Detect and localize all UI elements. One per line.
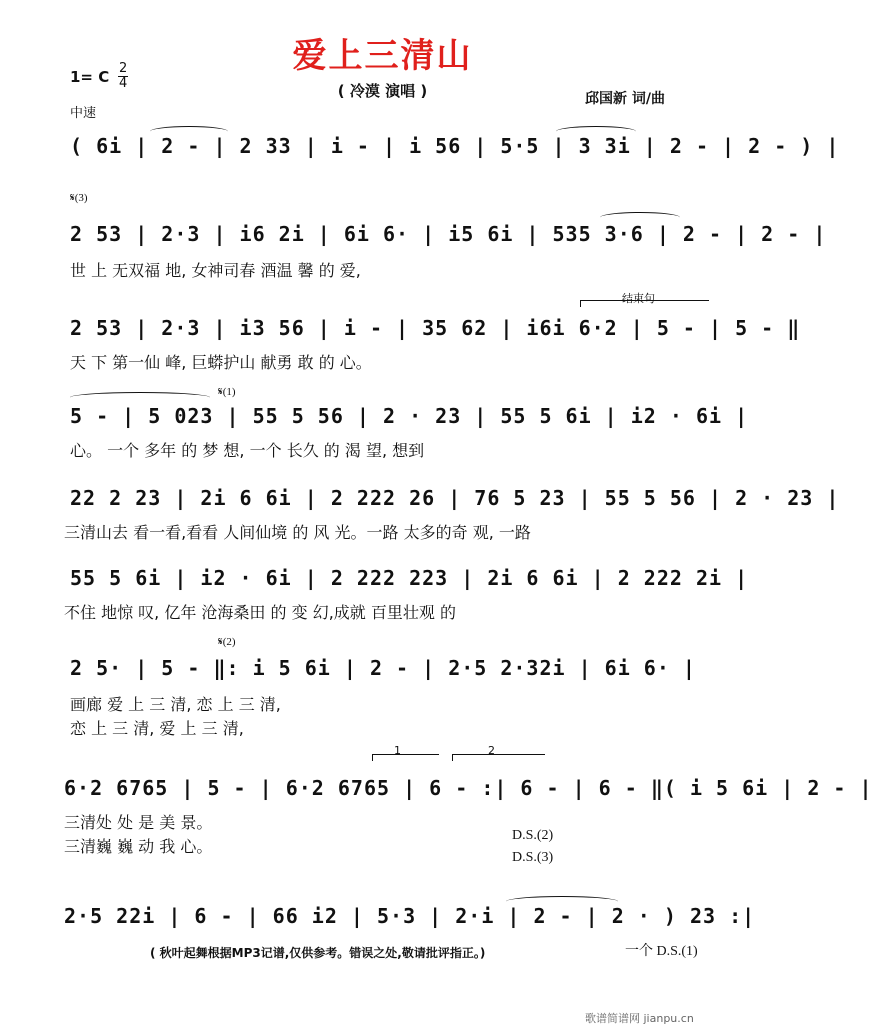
notation-line-7: 2 5· | 5 - ‖: i 5 6i | 2 - | 2·5 2·32i | 6i 6· | bbox=[70, 656, 696, 680]
lyric-line-7: 画廊 爱 上 三 清, 恋 上 三 清, bbox=[70, 695, 281, 714]
volta-2-label: 2 bbox=[488, 744, 495, 757]
lyric-line-4: 心。 一个 多年 的 梦 想, 一个 长久 的 渴 望, 想到 bbox=[70, 441, 425, 460]
segno-mark: 𝄋(2) bbox=[218, 636, 236, 648]
volta-1-label: 1 bbox=[394, 744, 401, 757]
time-signature bbox=[118, 62, 128, 91]
notation-line-3: 2 53 | 2·3 | i3 56 | i - | 35 62 | i6i 6·2 | 5 - | 5 - ‖ bbox=[70, 316, 801, 340]
song-title: 爱上三清山 bbox=[292, 36, 473, 76]
volta-2-bracket bbox=[452, 754, 545, 761]
singer-credit: ( 冷漠 演唱 ) bbox=[337, 82, 428, 100]
lyric-line-7b: 恋 上 三 清, 爱 上 三 清, bbox=[70, 719, 244, 738]
slur-mark bbox=[600, 212, 680, 223]
notation-line-4: 5 - | 5 023 | 55 5 56 | 2 · 23 | 55 5 6i | i2 · 6i | bbox=[70, 404, 749, 428]
lyric-line-8b: 三清巍 巍 动 我 心。 bbox=[64, 837, 213, 856]
slur-mark bbox=[506, 896, 618, 907]
ds-2-mark: D.S.(2) bbox=[512, 828, 554, 843]
notation-line-6: 55 5 6i | i2 · 6i | 2 222 223 | 2i 6 6i | 2 222 2i | bbox=[70, 566, 749, 590]
lyric-line-8: 三清处 处 是 美 景。 bbox=[64, 813, 213, 832]
footnote: ( 秋叶起舞根据MP3记谱,仅供参考。错误之处,敬请批评指正。) bbox=[150, 946, 486, 960]
lyric-line-2: 世 上 无双福 地, 女神司春 酒温 馨 的 爱, bbox=[70, 261, 361, 280]
author-credit: 邱国新 词/曲 bbox=[585, 91, 665, 107]
lyric-line-5: 三清山去 看一看,看看 人间仙境 的 风 光。一路 太多的奇 观, 一路 bbox=[64, 523, 531, 542]
notation-line-8: 6·2 6765 | 5 - | 6·2 6765 | 6 - :| 6 - | 6 - ‖( i 5 6i | 2 - | bbox=[64, 776, 873, 800]
time-signature-top: 2 bbox=[119, 61, 128, 76]
notation-line-2: 2 53 | 2·3 | i6 2i | 6i 6· | i5 6i | 535 3·6 | 2 - | 2 - | bbox=[70, 222, 827, 246]
slur-mark bbox=[150, 126, 228, 137]
ds-3-mark: D.S.(3) bbox=[512, 850, 554, 865]
ds-1-mark: 一个 D.S.(1) bbox=[625, 944, 698, 959]
slur-mark bbox=[70, 392, 210, 403]
watermark: 歌谱简谱网 jianpu.cn bbox=[585, 1012, 694, 1025]
key-signature: 1= C bbox=[70, 68, 110, 86]
lyric-line-3: 天 下 第一仙 峰, 巨蟒护山 献勇 敢 的 心。 bbox=[70, 353, 372, 372]
volta-1-bracket bbox=[372, 754, 439, 761]
notation-line-9: 2·5 22i | 6 - | 66 i2 | 5·3 | 2·i | 2 - | 2 · ) 23 :| bbox=[64, 904, 756, 928]
segno-mark: 𝄋(1) bbox=[218, 386, 236, 398]
segno-mark: 𝄋(3) bbox=[70, 192, 88, 204]
lyric-line-6: 不住 地惊 叹, 亿年 沧海桑田 的 变 幻,成就 百里壮观 的 bbox=[64, 603, 456, 622]
time-signature-bottom: 4 bbox=[119, 76, 128, 91]
slur-mark bbox=[556, 126, 636, 137]
notation-line-1: ( 6i | 2 - | 2 33 | i - | i 56 | 5·5 | 3 3i | 2 - | 2 - ) | bbox=[70, 134, 840, 158]
ending-phrase-label: 结束句 bbox=[622, 292, 655, 305]
notation-line-5: 22 2 23 | 2i 6 6i | 2 222 26 | 76 5 23 | 55 5 56 | 2 · 23 | bbox=[70, 486, 840, 510]
tempo-marking: 中速 bbox=[70, 106, 97, 121]
